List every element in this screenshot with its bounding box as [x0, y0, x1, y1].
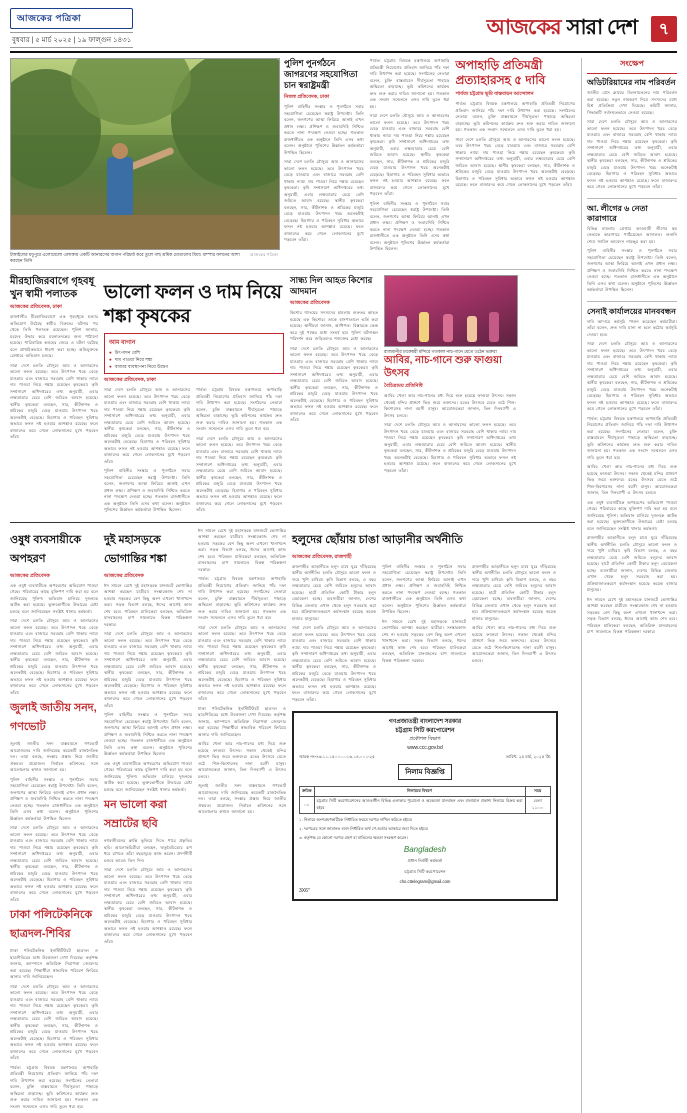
bottom-zone [10, 528, 575, 1113]
story-minister-demand-a [370, 58, 450, 264]
story-kishore [290, 275, 378, 517]
turmeric-col3: রাজশাহীর আড়ানীতে হলুদ চাষে ঘুরে দাঁড়িয়েছে স্থানীয় অর্থনীতি। চলতি মৌসুমে ভালো ফলন ও দামে খুশি চাষিরা। কৃষি বিভাগ বলছে, এ বছর লক্ষ্যমাত্রার চেয়ে বেশি জমিতে হলুদের আবাদ হয়েছে। হাটে প্রতিদিন কোটি টাকার হলুদ বেচাকেনা হচ্ছে। ব্যবসায়ীরা জানান, দেশের বিভিন্ন জেলায় এখান থেকে হলুদ সরবরাহ করা হয়। প্রক্রিয়াজাতকরণে কর্মসংস্থান হয়েছে কয়েক হাজার মানুষের। আবির খেলা আর নাচ-গানের মধ্য দিয়ে শুরু হয়েছে ফাগুয়া উৎসব। সকাল থেকেই মন্দির প্রাঙ্গণে ভিড় জমে ভক্তদের। রঙের উৎসবে মেতে ওঠে শিশু-কিশোরসহ নানা বয়সী মানুষ। আয়োজকেরা জানান, তিন দিনব্যাপী এ উৎসব চলবে। [472, 563, 556, 663]
tender-advertisement [292, 711, 558, 901]
ad-table-header-row [300, 787, 551, 797]
police-reform-headline: পুলিশ পুনর্গঠনে জাগরণের সহযোগিতা চান স্বরাষ্ট্রমন্ত্রী [284, 58, 358, 91]
holi-para2: সারা দেশে চলতি মৌসুমে আম ও আনারসের ভালো ফলন হয়েছে। তবে উৎপাদন খরচ বেড়ে যাওয়ায় এবং বাজারে সরবরাহ বেশি থাকায় ন্যায্য দাম পাওয়া নিয়ে শঙ্কায় রয়েছেন কৃষকেরা। কৃষি সম্প্রসারণ অধিদপ্তরের তথ্য অনুযায়ী, এবার লক্ষ্যমাত্রার চেয়ে বেশি জমিতে আবাদ হয়েছে। স্থানীয় কৃষকেরা বলছেন, সার, কীটনাশক ও শ্রমিকের মজুরি বেড়ে যাওয়ায় উৎপাদন খরচ অনেকটাই বেড়েছে। হিমাগার ও পরিবহন সুবিধার অভাবে ফসল নষ্ট হওয়ার আশঙ্কাও রয়েছে। ফলে বাজারদর কমে গেলে লোকসানের মুখে পড়বেন তাঁরা। [384, 422, 516, 473]
police-reform-para2: সারা দেশে চলতি মৌসুমে আম ও আনারসের ভালো ফলন হয়েছে। তবে উৎপাদন খরচ বেড়ে যাওয়ায় এবং বাজারে সরবরাহ বেশি থাকায় ন্যায্য দাম পাওয়া নিয়ে শঙ্কায় রয়েছেন কৃষকেরা। কৃষি সম্প্রসারণ অধিদপ্তরের তথ্য অনুযায়ী, এবার লক্ষ্যমাত্রার চেয়ে বেশি জমিতে আবাদ হয়েছে। স্থানীয় কৃষকেরা বলছেন, সার, কীটনাশক ও শ্রমিকের মজুরি বেড়ে যাওয়ায় উৎপাদন খরচ অনেকটাই বেড়েছে। হিমাগার ও পরিবহন সুবিধার অভাবে ফসল নষ্ট হওয়ার আশঙ্কাও রয়েছে। ফলে বাজারদর কমে গেলে লোকসানের মুখে পড়বেন তাঁরা। [284, 159, 364, 243]
middle-zone [10, 275, 575, 517]
bottom-col-1 [10, 528, 98, 1113]
divider-middle [10, 522, 575, 523]
factbox-item-1: দাম পাওয়া নিয়ে শঙ্কা [114, 356, 153, 362]
mirhazirbag-body [10, 314, 98, 441]
section-title [487, 11, 677, 46]
ad-cell-description: চট্টগ্রাম সিটি করপোরেশনের আওতাধীন বিভিন্ন এলাকার পুরোনো ও অকেজো যানবাহন এবং মালামাল প্রকাশ্য নিলামে বিক্রয় করা হইবে [314, 797, 525, 814]
turmeric-col2: পুলিশ বাহিনীর সংস্কার ও পুনর্গঠনে সবার সহযোগিতা চেয়েছেন স্বরাষ্ট্র উপদেষ্টা। তিনি বলেন, জনগণের আস্থা ফিরিয়ে আনাই এখন প্রধান লক্ষ্য। প্রশিক্ষণ ও জবাবদিহি নিশ্চিত করতে নানা পদক্ষেপ নেওয়া হচ্ছে। গতকাল রাজধানীতে এক অনুষ্ঠানে তিনি এসব কথা বলেন। অনুষ্ঠানে পুলিশের ঊর্ধ্বতন কর্মকর্তারা উপস্থিত ছিলেন। ঈদ সামনে রেখে দুই মহাসড়কে যানজটে ভোগান্তির আশঙ্কা করছেন যাত্রীরা। সংস্কারকাজ শেষ না হওয়ায় সড়কের বেশ কিছু অংশ এখনো খানাখন্দে ভরা। সড়ক বিভাগ বলছে, ঈদের আগেই কাজ শেষ হবে। পরিবহন মালিকেরা বলছেন, অতিরিক্ত যানবাহনের চাপ সামলাতে বিকল্প পরিকল্পনা দরকার। [382, 563, 466, 663]
ad-header-line2: চট্টগ্রাম সিটি করপোরেশন [395, 727, 455, 734]
police-reform-para: পুলিশ বাহিনীর সংস্কার ও পুনর্গঠনে সবার সহযোগিতা চেয়েছেন স্বরাষ্ট্র উপদেষ্টা। তিনি বলেন, জনগণের আস্থা ফিরিয়ে আনাই এখন প্রধান লক্ষ্য। প্রশিক্ষণ ও জবাবদিহি নিশ্চিত করতে নানা পদক্ষেপ নেওয়া হচ্ছে। গতকাল রাজধানীতে এক অনুষ্ঠানে তিনি এসব কথা বলেন। অনুষ্ঠানে পুলিশের ঊর্ধ্বতন কর্মকর্তারা উপস্থিত ছিলেন। [284, 104, 364, 155]
medicine-traders-body: এক ওষুধ ব্যবসায়ীকে অপহরণের অভিযোগ পাওয়া গেছে। পরিবারের কাছে মুক্তিপণ দাবি করা হয় বলে জানিয়েছে পুলিশ। অভিযান চালিয়ে দুজনকে আটক করা হয়েছে। ভুক্তভোগীকে উদ্ধারের চেষ্টা চলছে বলে জানিয়েছেন সংশ্লিষ্ট থানার কর্মকর্তা। সারা দেশে চলতি মৌসুমে আম ও আনারসের ভালো ফলন হয়েছে। তবে উৎপাদন খরচ বেড়ে যাওয়ায় এবং বাজারে সরবরাহ বেশি থাকায় ন্যায্য দাম পাওয়া নিয়ে শঙ্কায় রয়েছেন কৃষকেরা। কৃষি সম্প্রসারণ অধিদপ্তরের তথ্য অনুযায়ী, এবার লক্ষ্যমাত্রার চেয়ে বেশি জমিতে আবাদ হয়েছে। স্থানীয় কৃষকেরা বলছেন, সার, কীটনাশক ও শ্রমিকের মজুরি বেড়ে যাওয়ায় উৎপাদন খরচ অনেকটাই বেড়েছে। হিমাগার ও পরিবহন সুবিধার অভাবে ফসল নষ্ট হওয়ার আশঙ্কাও রয়েছে। ফলে বাজারদর কমে গেলে লোকসানের মুখে পড়বেন তাঁরা। [10, 582, 99, 695]
kishore-para: কিশোর গ্যাংয়ের সদস্যদের হামলায় গুরুতর আহত হয়েছে এক কিশোর। তাকে হাসপাতালে ভর্তি করা হয়েছে। স্থানীয়রা জানান, আধিপত্য বিস্তারকে কেন্দ্র করে দুই পক্ষের মধ্যে সংঘর্ষ হয়। পুলিশ ঘটনাস্থল পরিদর্শন করে জড়িতদের শনাক্তের চেষ্টা করছে। [290, 310, 378, 342]
kishore-byline: আজকের প্রতিবেদক [290, 300, 330, 307]
lead-photo-caption: টাঙ্গাইলের মধুপুরে এলোমেলো এলাকায় একটি আনারসের বাগান পরিচর্যা করে তুলে গাছ শ্রমিক মোতালেব মিয়া। বাম্পার ফলনের আশা করছেন তিনি [10, 252, 240, 264]
rail-item-title: সেনাই কার্যালয়ের মানববন্ধন [587, 306, 676, 316]
two-highways-byline: আজকের প্রতিবেদক [104, 572, 144, 579]
mirhazirbag-headline: মীরহাজিরবাগে গৃহবধূ খুন স্বামী পলাতক [10, 276, 95, 301]
police-reform-body [284, 104, 364, 244]
main-area [10, 58, 575, 1113]
page-number-badge: ৭ [651, 16, 677, 42]
terracotta-headline: মন ভালো করা সম্রাটের ছবি [104, 799, 167, 831]
divider-top [10, 269, 575, 270]
july-charter-body: জুলাই জাতীয় সনদ বাস্তবায়নে গণভোট আয়োজনের দাবি জানিয়েছে কয়েকটি রাজনৈতিক দল। তারা বলছে, সংস্কার প্রস্তাব নিয়ে জাতীয় ঐকমত্য প্রয়োজন। নির্বাচন কমিশনের সঙ্গে আলোচনার কথাও জানানো হয়। পুলিশ বাহিনীর সংস্কার ও পুনর্গঠনে সবার সহযোগিতা চেয়েছেন স্বরাষ্ট্র উপদেষ্টা। তিনি বলেন, জনগণের আস্থা ফিরিয়ে আনাই এখন প্রধান লক্ষ্য। প্রশিক্ষণ ও জবাবদিহি নিশ্চিত করতে নানা পদক্ষেপ নেওয়া হচ্ছে। গতকাল রাজধানীতে এক অনুষ্ঠানে তিনি এসব কথা বলেন। অনুষ্ঠানে পুলিশের ঊর্ধ্বতন কর্মকর্তারা উপস্থিত ছিলেন। সারা দেশে চলতি মৌসুমে আম ও আনারসের ভালো ফলন হয়েছে। তবে উৎপাদন খরচ বেড়ে যাওয়ায় এবং বাজারে সরবরাহ বেশি থাকায় ন্যায্য দাম পাওয়া নিয়ে শঙ্কায় রয়েছেন কৃষকেরা। কৃষি সম্প্রসারণ অধিদপ্তরের তথ্য অনুযায়ী, এবার লক্ষ্যমাত্রার চেয়ে বেশি জমিতে আবাদ হয়েছে। স্থানীয় কৃষকেরা বলছেন, সার, কীটনাশক ও শ্রমিকের মজুরি বেড়ে যাওয়ায় উৎপাদন খরচ অনেকটাই বেড়েছে। হিমাগার ও পরিবহন সুবিধার অভাবে ফসল নষ্ট হওয়ার আশঙ্কাও রয়েছে। ফলে বাজারদর কমে গেলে লোকসানের মুখে পড়বেন তাঁরা। [10, 741, 98, 902]
rail-heading: সংক্ষেপ [587, 58, 677, 74]
rail-divider [587, 301, 677, 302]
top-zone [10, 58, 575, 264]
ad-logo: Bangladesh [403, 845, 447, 855]
story-police-reform [284, 58, 364, 264]
dhaka-polytechnic-headline: ঢাকা পলিটেকনিকে ছাত্রদল-শিবির [10, 909, 93, 941]
rail-item-body: জাতীয় প্রেস ক্লাবের মিলনায়তনের নাম পরিবর্তন করা হয়েছে। নতুন নামকরণ নিয়ে সদস্যদের মধ্যে মিশ্র প্রতিক্রিয়া দেখা দিয়েছে। কমিটি জানায়, সিদ্ধান্তটি সর্বসম্মতভাবে নেওয়া হয়েছে। সারা দেশে চলতি মৌসুমে আম ও আনারসের ভালো ফলন হয়েছে। তবে উৎপাদন খরচ বেড়ে যাওয়ায় এবং বাজারে সরবরাহ বেশি থাকায় ন্যায্য দাম পাওয়া নিয়ে শঙ্কায় রয়েছেন কৃষকেরা। কৃষি সম্প্রসারণ অধিদপ্তরের তথ্য অনুযায়ী, এবার লক্ষ্যমাত্রার চেয়ে বেশি জমিতে আবাদ হয়েছে। স্থানীয় কৃষকেরা বলছেন, সার, কীটনাশক ও শ্রমিকের মজুরি বেড়ে যাওয়ায় উৎপাদন খরচ অনেকটাই বেড়েছে। হিমাগার ও পরিবহন সুবিধার অভাবে ফসল নষ্ট হওয়ার আশঙ্কাও রয়েছে। ফলে বাজারদর কমে গেলে লোকসানের মুখে পড়বেন তাঁরা। [587, 90, 677, 189]
rail-item-leaders-jail [587, 204, 677, 294]
lead-para-3: পার্বত্য চট্টগ্রাম বিষয়ক মন্ত্রণালয়ে অপাহাড়ি প্রতিমন্ত্রী নিয়োগের প্রতিবাদ জানিয়ে পাঁচ দফা দাবি উত্থাপন করা হয়েছে। সংগঠনের নেতারা বলেন, চুক্তি বাস্তবায়নে দীর্ঘসূত্রতা পাহাড়ে অস্থিরতা বাড়াচ্ছে। ভূমি কমিশনের কার্যক্রম দ্রুত শুরু করার দাবিও জানানো হয়। গতকাল এক সংবাদ সম্মেলনে এসব দাবি তুলে ধরা হয়। [196, 387, 282, 432]
holi-photo [384, 275, 518, 347]
ad-title: নিলাম বিজ্ঞপ্তি [398, 764, 452, 780]
terracotta-body: নগরজীবনের ক্লান্তি ভুলিয়ে দিতে পারে প্রকৃতির ছবি। আলোকচিত্রীরা বলছেন, ঋতুবৈচিত্র্যের রূপ ধরে রাখতে তাঁরা বছরজুড়ে কাজ করেন। প্রদর্শনীটি চলবে আরও তিন দিন। সারা দেশে চলতি মৌসুমে আম ও আনারসের ভালো ফলন হয়েছে। তবে উৎপাদন খরচ বেড়ে যাওয়ায় এবং বাজারে সরবরাহ বেশি থাকায় ন্যায্য দাম পাওয়া নিয়ে শঙ্কায় রয়েছেন কৃষকেরা। কৃষি সম্প্রসারণ অধিদপ্তরের তথ্য অনুযায়ী, এবার লক্ষ্যমাত্রার চেয়ে বেশি জমিতে আবাদ হয়েছে। স্থানীয় কৃষকেরা বলছেন, সার, কীটনাশক ও শ্রমিকের মজুরি বেড়ে যাওয়ায় উৎপাদন খরচ অনেকটাই বেড়েছে। হিমাগার ও পরিবহন সুবিধার অভাবে ফসল নষ্ট হওয়ার আশঙ্কাও রয়েছে। ফলে বাজারদর কমে গেলে লোকসানের মুখে পড়বেন তাঁরা। [104, 838, 192, 944]
story-mirhazirbag [10, 275, 98, 517]
minister-demand-para2: সারা দেশে চলতি মৌসুমে আম ও আনারসের ভালো ফলন হয়েছে। তবে উৎপাদন খরচ বেড়ে যাওয়ায় এবং বাজারে সরবরাহ বেশি থাকায় ন্যায্য দাম পাওয়া নিয়ে শঙ্কায় রয়েছেন কৃষকেরা। কৃষি সম্প্রসারণ অধিদপ্তরের তথ্য অনুযায়ী, এবার লক্ষ্যমাত্রার চেয়ে বেশি জমিতে আবাদ হয়েছে। স্থানীয় কৃষকেরা বলছেন, সার, কীটনাশক ও শ্রমিকের মজুরি বেড়ে যাওয়ায় উৎপাদন খরচ অনেকটাই বেড়েছে। হিমাগার ও পরিবহন সুবিধার অভাবে ফসল নষ্ট হওয়ার আশঙ্কাও রয়েছে। ফলে বাজারদর কমে গেলে লোকসানের মুখে পড়বেন তাঁরা। [455, 136, 576, 187]
two-highways-headline: দুই মহাসড়কে ভোগান্তির শঙ্কা [104, 533, 167, 565]
ad-note-1: ২. দরপত্রের সঙ্গে জামানত বাবদ নির্ধারিত অর্থ পে-অর্ডার আকারে জমা দিতে হইবে। [299, 826, 429, 832]
factbox-row [109, 350, 279, 357]
lead-byline: আজকের প্রতিবেদক, ঢাকা [104, 377, 156, 384]
lead-body-col1 [104, 387, 190, 517]
publication-date: বুধবার | ৫ মার্চ ২০২৫ | ১৯ ফাল্গুন ১৪৩১ [10, 32, 133, 48]
masthead [10, 8, 677, 53]
bullet-icon: ● [109, 363, 112, 369]
minister-demand-body [455, 101, 575, 189]
lead-para-1: সারা দেশে চলতি মৌসুমে আম ও আনারসের ভালো ফলন হয়েছে। তবে উৎপাদন খরচ বেড়ে যাওয়ায় এবং বাজারে সরবরাহ বেশি থাকায় ন্যায্য দাম পাওয়া নিয়ে শঙ্কায় রয়েছেন কৃষকেরা। কৃষি সম্প্রসারণ অধিদপ্তরের তথ্য অনুযায়ী, এবার লক্ষ্যমাত্রার চেয়ে বেশি জমিতে আবাদ হয়েছে। স্থানীয় কৃষকেরা বলছেন, সার, কীটনাশক ও শ্রমিকের মজুরি বেড়ে যাওয়ায় উৎপাদন খরচ অনেকটাই বেড়েছে। হিমাগার ও পরিবহন সুবিধার অভাবে ফসল নষ্ট হওয়ার আশঙ্কাও রয়েছে। ফলে বাজারদর কমে গেলে লোকসানের মুখে পড়বেন তাঁরা। [104, 387, 190, 464]
holi-headline: আবির, নাচ-গানে শুরু ফাগুয়া উৎসব [384, 355, 502, 379]
mirhazirbag-para: রাজধানীর মীরহাজিরবাগে এক গৃহবধূকে হত্যার অভিযোগ উঠেছে স্বামীর বিরুদ্ধে। ঘটনার পর থেকে তিনি পলাতক রয়েছেন। পুলিশ জানায়, মরদেহ উদ্ধার করে ময়নাতদন্তের জন্য পাঠানো হয়েছে। পারিবারিক কলহের জেরে এ ঘটনা ঘটেছে বলে প্রাথমিকভাবে ধারণা করা হচ্ছে। অভিযুক্তকে গ্রেপ্তারে অভিযান চলছে। [10, 314, 98, 359]
police-reform-byline: নিজস্ব প্রতিবেদক, ঢাকা [284, 94, 330, 101]
factbox-item-2: বাজার ব্যবস্থাপনা নিয়ে উদ্বেগ [114, 363, 169, 369]
factbox-title: আম বাগান [109, 339, 136, 346]
ad-signature-mail: cho.cttelegram@gmail.com [399, 878, 451, 884]
minister-demand-para: পার্বত্য চট্টগ্রাম বিষয়ক মন্ত্রণালয়ে অপাহাড়ি প্রতিমন্ত্রী নিয়োগের প্রতিবাদ জানিয়ে পাঁচ দফা দাবি উত্থাপন করা হয়েছে। সংগঠনের নেতারা বলেন, চুক্তি বাস্তবায়নে দীর্ঘসূত্রতা পাহাড়ে অস্থিরতা বাড়াচ্ছে। ভূমি কমিশনের কার্যক্রম দ্রুত শুরু করার দাবিও জানানো হয়। গতকাল এক সংবাদ সম্মেলনে এসব দাবি তুলে ধরা হয়। [455, 101, 576, 132]
factbox-row [109, 364, 279, 371]
minister-demand-body-a [370, 58, 450, 253]
ad-note-0: ১. নিলামে অংশগ্রহণকারীকে নির্ধারিত ফরমে দরপত্র দাখিল করিতে হইবে। [299, 817, 413, 823]
turmeric-byline: আজকের প্রতিবেদক, রাজশাহী [292, 553, 352, 560]
medicine-traders-headline: ওষুধ ব্যবসায়ীকে অপহরণ [10, 533, 82, 565]
bottom-col-3 [198, 528, 286, 1113]
brief-rail [581, 58, 677, 1113]
ad-date: তারিখ: ২৫ মার্চ, ২০২৫ খ্রি. [505, 754, 551, 760]
bottom-col-right [292, 528, 558, 1113]
publication-logo: আজকের পত্রিকা [10, 8, 133, 29]
story-minister-demand [455, 58, 575, 264]
bottom-col-2 [104, 528, 192, 1113]
minister-demand-headline: অপাহাড়ি প্রতিমন্ত্রী প্রত্যাহারসহ ৫ দাবি [455, 58, 546, 87]
rail-item-body: বিভিন্ন মামলায় গ্রেপ্তার আওয়ামী লীগের ছয় নেতাকে কারাগারে পাঠিয়েছেন আদালত। শুনানি শেষে জামিন আবেদন নামঞ্জুর করা হয়। পুলিশ বাহিনীর সংস্কার ও পুনর্গঠনে সবার সহযোগিতা চেয়েছেন স্বরাষ্ট্র উপদেষ্টা। তিনি বলেন, জনগণের আস্থা ফিরিয়ে আনাই এখন প্রধান লক্ষ্য। প্রশিক্ষণ ও জবাবদিহি নিশ্চিত করতে নানা পদক্ষেপ নেওয়া হচ্ছে। গতকাল রাজধানীতে এক অনুষ্ঠানে তিনি এসব কথা বলেন। অনুষ্ঠানে পুলিশের ঊর্ধ্বতন কর্মকর্তারা উপস্থিত ছিলেন। [587, 225, 677, 292]
ad-table [299, 786, 551, 814]
mirhazirbag-para2: সারা দেশে চলতি মৌসুমে আম ও আনারসের ভালো ফলন হয়েছে। তবে উৎপাদন খরচ বেড়ে যাওয়ায় এবং বাজারে সরবরাহ বেশি থাকায় ন্যায্য দাম পাওয়া নিয়ে শঙ্কায় রয়েছেন কৃষকেরা। কৃষি সম্প্রসারণ অধিদপ্তরের তথ্য অনুযায়ী, এবার লক্ষ্যমাত্রার চেয়ে বেশি জমিতে আবাদ হয়েছে। স্থানীয় কৃষকেরা বলছেন, সার, কীটনাশক ও শ্রমিকের মজুরি বেড়ে যাওয়ায় উৎপাদন খরচ অনেকটাই বেড়েছে। হিমাগার ও পরিবহন সুবিধার অভাবে ফসল নষ্ট হওয়ার আশঙ্কাও রয়েছে। ফলে বাজারদর কমে গেলে লোকসানের মুখে পড়বেন তাঁরা। [10, 362, 98, 440]
ad-cell-time: বেলা ১১:০০ [525, 797, 550, 814]
ad-col-description: নিলামের বিবরণ [314, 787, 525, 797]
lead-para-2: পুলিশ বাহিনীর সংস্কার ও পুনর্গঠনে সবার সহযোগিতা চেয়েছেন স্বরাষ্ট্র উপদেষ্টা। তিনি বলেন, জনগণের আস্থা ফিরিয়ে আনাই এখন প্রধান লক্ষ্য। প্রশিক্ষণ ও জবাবদিহি নিশ্চিত করতে নানা পদক্ষেপ নেওয়া হচ্ছে। গতকাল রাজধানীতে এক অনুষ্ঠানে তিনি এসব কথা বলেন। অনুষ্ঠানে পুলিশের ঊর্ধ্বতন কর্মকর্তারা উপস্থিত ছিলেন। [104, 468, 190, 513]
rail-item-auditorium [587, 78, 677, 191]
lead-para-4: সারা দেশে চলতি মৌসুমে আম ও আনারসের ভালো ফলন হয়েছে। তবে উৎপাদন খরচ বেড়ে যাওয়ায় এবং বাজারে সরবরাহ বেশি থাকায় ন্যায্য দাম পাওয়া নিয়ে শঙ্কায় রয়েছেন কৃষকেরা। কৃষি সম্প্রসারণ অধিদপ্তরের তথ্য অনুযায়ী, এবার লক্ষ্যমাত্রার চেয়ে বেশি জমিতে আবাদ হয়েছে। স্থানীয় কৃষকেরা বলছেন, সার, কীটনাশক ও শ্রমিকের মজুরি বেড়ে যাওয়ায় উৎপাদন খরচ অনেকটাই বেড়েছে। হিমাগার ও পরিবহন সুবিধার অভাবে ফসল নষ্ট হওয়ার আশঙ্কাও রয়েছে। ফলে বাজারদর কমে গেলে লোকসানের মুখে পড়বেন তাঁরা। [196, 435, 282, 513]
ad-header-line1: গণপ্রজাতন্ত্রী বাংলাদেশ সরকার [388, 719, 462, 726]
section-title-black: সারা দেশ [566, 15, 637, 39]
lead-headline: ভালো ফলন ও দাম নিয়ে শঙ্কা কৃষকের [104, 282, 282, 328]
ad-memo: স্মারক নং-৪৬.১১.১৫০০০.০১৬.১৪.০০১-২৫ [299, 754, 375, 760]
lead-photo-caption-row [10, 252, 278, 264]
factbox-item-0: উৎপাদন বেশি [114, 349, 141, 355]
rail-item-human-chain [587, 307, 677, 636]
holi-para: আবির খেলা আর নাচ-গানের মধ্য দিয়ে শুরু হয়েছে ফাগুয়া উৎসব। সকাল থেকেই মন্দির প্রাঙ্গণে ভিড় জমে ভক্তদের। রঙের উৎসবে মেতে ওঠে শিশু-কিশোরসহ নানা বয়সী মানুষ। আয়োজকেরা জানান, তিন দিনব্যাপী এ উৎসব চলবে। [384, 393, 516, 418]
factbox-row [109, 357, 279, 364]
holi-body [384, 393, 516, 474]
bullet-icon: ● [109, 349, 112, 355]
ad-cell-serial: ০১ [300, 797, 315, 814]
turmeric-headline: হলুদের ছোঁয়ায় চাঙা আড়ানীর অর্থনীতি [292, 533, 463, 546]
ad-signature-name: প্রধান নির্বাহী কর্মকর্তা [407, 858, 443, 864]
lead-photo [10, 58, 280, 250]
minister-demand-para-a3: পুলিশ বাহিনীর সংস্কার ও পুনর্গঠনে সবার সহযোগিতা চেয়েছেন স্বরাষ্ট্র উপদেষ্টা। তিনি বলেন, জনগণের আস্থা ফিরিয়ে আনাই এখন প্রধান লক্ষ্য। প্রশিক্ষণ ও জবাবদিহি নিশ্চিত করতে নানা পদক্ষেপ নেওয়া হচ্ছে। গতকাল রাজধানীতে এক অনুষ্ঠানে তিনি এসব কথা বলেন। অনুষ্ঠানে পুলিশের ঊর্ধ্বতন কর্মকর্তারা উপস্থিত ছিলেন। [369, 200, 450, 251]
bullet-icon: ● [109, 356, 112, 362]
lead-factbox [104, 333, 284, 375]
bottom-col-3-body: ঈদ সামনে রেখে দুই মহাসড়কে যানজটে ভোগান্তির আশঙ্কা করছেন যাত্রীরা। সংস্কারকাজ শেষ না হওয়ায় সড়কের বেশ কিছু অংশ এখনো খানাখন্দে ভরা। সড়ক বিভাগ বলছে, ঈদের আগেই কাজ শেষ হবে। পরিবহন মালিকেরা বলছেন, অতিরিক্ত যানবাহনের চাপ সামলাতে বিকল্প পরিকল্পনা দরকার। পার্বত্য চট্টগ্রাম বিষয়ক মন্ত্রণালয়ে অপাহাড়ি প্রতিমন্ত্রী নিয়োগের প্রতিবাদ জানিয়ে পাঁচ দফা দাবি উত্থাপন করা হয়েছে। সংগঠনের নেতারা বলেন, চুক্তি বাস্তবায়নে দীর্ঘসূত্রতা পাহাড়ে অস্থিরতা বাড়াচ্ছে। ভূমি কমিশনের কার্যক্রম দ্রুত শুরু করার দাবিও জানানো হয়। গতকাল এক সংবাদ সম্মেলনে এসব দাবি তুলে ধরা হয়। সারা দেশে চলতি মৌসুমে আম ও আনারসের ভালো ফলন হয়েছে। তবে উৎপাদন খরচ বেড়ে যাওয়ায় এবং বাজারে সরবরাহ বেশি থাকায় ন্যায্য দাম পাওয়া নিয়ে শঙ্কায় রয়েছেন কৃষকেরা। কৃষি সম্প্রসারণ অধিদপ্তরের তথ্য অনুযায়ী, এবার লক্ষ্যমাত্রার চেয়ে বেশি জমিতে আবাদ হয়েছে। স্থানীয় কৃষকেরা বলছেন, সার, কীটনাশক ও শ্রমিকের মজুরি বেড়ে যাওয়ায় উৎপাদন খরচ অনেকটাই বেড়েছে। হিমাগার ও পরিবহন সুবিধার অভাবে ফসল নষ্ট হওয়ার আশঙ্কাও রয়েছে। ফলে বাজারদর কমে গেলে লোকসানের মুখে পড়বেন তাঁরা। ঢাকা পলিটেকনিক ইনস্টিটিউটে ছাত্রদল ও ছাত্রশিবিরের মধ্যে উত্তেজনা দেখা দিয়েছে। কর্তৃপক্ষ জানায়, ক্যাম্পাসে অতিরিক্ত নিরাপত্তা জোরদার করা হয়েছে। শিক্ষার্থীরা স্বাভাবিক পরিবেশ ফিরিয়ে আনার দাবি জানিয়েছেন। আবির খেলা আর নাচ-গানের মধ্য দিয়ে শুরু হয়েছে ফাগুয়া উৎসব। সকাল থেকেই মন্দির প্রাঙ্গণে ভিড় জমে ভক্তদের। রঙের উৎসবে মেতে ওঠে শিশু-কিশোরসহ নানা বয়সী মানুষ। আয়োজকেরা জানান, তিন দিনব্যাপী এ উৎসব চলবে। জুলাই জাতীয় সনদ বাস্তবায়নে গণভোট আয়োজনের দাবি জানিয়েছে কয়েকটি রাজনৈতিক দল। তারা বলছে, সংস্কার প্রস্তাব নিয়ে জাতীয় ঐকমত্য প্রয়োজন। নির্বাচন কমিশনের সঙ্গে আলোচনার কথাও জানানো হয়। [198, 527, 286, 815]
minister-demand-byline: পার্বত্য চট্টগ্রাম ভূমি বাস্তবায়ন আন্দোলন [455, 91, 534, 97]
ad-website: www.ccc.gov.bd [407, 745, 443, 752]
holi-byline: বৈচিত্র্যময় প্রতিনিধি [384, 383, 423, 390]
holi-photo-caption: রাজধানীর ঢাকেশ্বরী মন্দিরে গতকাল নাচ-গানে মেতে ওঠেন ভক্তরা [384, 349, 497, 355]
rail-item-title: অডিটরিয়ামের নাম পরিবর্তন [587, 78, 676, 87]
rail-item-body: দাবি আদায়ে কর্মসূচি পালন করেছেন কর্মচারীরা। তাঁরা বলেন, দ্রুত দাবি মানা না হলে কঠোর কর্মসূচি দেওয়া হবে। সারা দেশে চলতি মৌসুমে আম ও আনারসের ভালো ফলন হয়েছে। তবে উৎপাদন খরচ বেড়ে যাওয়ায় এবং বাজারে সরবরাহ বেশি থাকায় ন্যায্য দাম পাওয়া নিয়ে শঙ্কায় রয়েছেন কৃষকেরা। কৃষি সম্প্রসারণ অধিদপ্তরের তথ্য অনুযায়ী, এবার লক্ষ্যমাত্রার চেয়ে বেশি জমিতে আবাদ হয়েছে। স্থানীয় কৃষকেরা বলছেন, সার, কীটনাশক ও শ্রমিকের মজুরি বেড়ে যাওয়ায় উৎপাদন খরচ অনেকটাই বেড়েছে। হিমাগার ও পরিবহন সুবিধার অভাবে ফসল নষ্ট হওয়ার আশঙ্কাও রয়েছে। ফলে বাজারদর কমে গেলে লোকসানের মুখে পড়বেন তাঁরা। পার্বত্য চট্টগ্রাম বিষয়ক মন্ত্রণালয়ে অপাহাড়ি প্রতিমন্ত্রী নিয়োগের প্রতিবাদ জানিয়ে পাঁচ দফা দাবি উত্থাপন করা হয়েছে। সংগঠনের নেতারা বলেন, চুক্তি বাস্তবায়নে দীর্ঘসূত্রতা পাহাড়ে অস্থিরতা বাড়াচ্ছে। ভূমি কমিশনের কার্যক্রম দ্রুত শুরু করার দাবিও জানানো হয়। গতকাল এক সংবাদ সম্মেলনে এসব দাবি তুলে ধরা হয়। আবির খেলা আর নাচ-গানের মধ্য দিয়ে শুরু হয়েছে ফাগুয়া উৎসব। সকাল থেকেই মন্দির প্রাঙ্গণে ভিড় জমে ভক্তদের। রঙের উৎসবে মেতে ওঠে শিশু-কিশোরসহ নানা বয়সী মানুষ। আয়োজকেরা জানান, তিন দিনব্যাপী এ উৎসব চলবে। এক ওষুধ ব্যবসায়ীকে অপহরণের অভিযোগ পাওয়া গেছে। পরিবারের কাছে মুক্তিপণ দাবি করা হয় বলে জানিয়েছে পুলিশ। অভিযান চালিয়ে দুজনকে আটক করা হয়েছে। ভুক্তভোগীকে উদ্ধারের চেষ্টা চলছে বলে জানিয়েছেন সংশ্লিষ্ট থানার কর্মকর্তা। রাজশাহীর আড়ানীতে হলুদ চাষে ঘুরে দাঁড়িয়েছে স্থানীয় অর্থনীতি। চলতি মৌসুমে ভালো ফলন ও দামে খুশি চাষিরা। কৃষি বিভাগ বলছে, এ বছর লক্ষ্যমাত্রার চেয়ে বেশি জমিতে হলুদের আবাদ হয়েছে। হাটে প্রতিদিন কোটি টাকার হলুদ বেচাকেনা হচ্ছে। ব্যবসায়ীরা জানান, দেশের বিভিন্ন জেলায় এখান থেকে হলুদ সরবরাহ করা হয়। প্রক্রিয়াজাতকরণে কর্মসংস্থান হয়েছে কয়েক হাজার মানুষের। ঈদ সামনে রেখে দুই মহাসড়কে যানজটে ভোগান্তির আশঙ্কা করছেন যাত্রীরা। সংস্কারকাজ শেষ না হওয়ায় সড়কের বেশ কিছু অংশ এখনো খানাখন্দে ভরা। সড়ক বিভাগ বলছে, ঈদের আগেই কাজ শেষ হবে। পরিবহন মালিকেরা বলছেন, অতিরিক্ত যানবাহনের চাপ সামলাতে বিকল্প পরিকল্পনা দরকার। [587, 318, 677, 634]
story-holi [384, 275, 516, 517]
minister-demand-para-a: পার্বত্য চট্টগ্রাম বিষয়ক মন্ত্রণালয়ে অপাহাড়ি প্রতিমন্ত্রী নিয়োগের প্রতিবাদ জানিয়ে পাঁচ দফা দাবি উত্থাপন করা হয়েছে। সংগঠনের নেতারা বলেন, চুক্তি বাস্তবায়নে দীর্ঘসূত্রতা পাহাড়ে অস্থিরতা বাড়াচ্ছে। ভূমি কমিশনের কার্যক্রম দ্রুত শুরু করার দাবিও জানানো হয়। গতকাল এক সংবাদ সম্মেলনে এসব দাবি তুলে ধরা হয়। [369, 58, 450, 109]
ad-header-line3: প্রকৌশল বিভাগ [409, 736, 441, 743]
rail-divider [587, 198, 677, 199]
dhaka-polytechnic-body: ঢাকা পলিটেকনিক ইনস্টিটিউটে ছাত্রদল ও ছাত্রশিবিরের মধ্যে উত্তেজনা দেখা দিয়েছে। কর্তৃপক্ষ জানায়, ক্যাম্পাসে অতিরিক্ত নিরাপত্তা জোরদার করা হয়েছে। শিক্ষার্থীরা স্বাভাবিক পরিবেশ ফিরিয়ে আনার দাবি জানিয়েছেন। সারা দেশে চলতি মৌসুমে আম ও আনারসের ভালো ফলন হয়েছে। তবে উৎপাদন খরচ বেড়ে যাওয়ায় এবং বাজারে সরবরাহ বেশি থাকায় ন্যায্য দাম পাওয়া নিয়ে শঙ্কায় রয়েছেন কৃষকেরা। কৃষি সম্প্রসারণ অধিদপ্তরের তথ্য অনুযায়ী, এবার লক্ষ্যমাত্রার চেয়ে বেশি জমিতে আবাদ হয়েছে। স্থানীয় কৃষকেরা বলছেন, সার, কীটনাশক ও শ্রমিকের মজুরি বেড়ে যাওয়ায় উৎপাদন খরচ অনেকটাই বেড়েছে। হিমাগার ও পরিবহন সুবিধার অভাবে ফসল নষ্ট হওয়ার আশঙ্কাও রয়েছে। ফলে বাজারদর কমে গেলে লোকসানের মুখে পড়বেন তাঁরা। পার্বত্য চট্টগ্রাম বিষয়ক মন্ত্রণালয়ে অপাহাড়ি প্রতিমন্ত্রী নিয়োগের প্রতিবাদ জানিয়ে পাঁচ দফা দাবি উত্থাপন করা হয়েছে। সংগঠনের নেতারা বলেন, চুক্তি বাস্তবায়নে দীর্ঘসূত্রতা পাহাড়ে অস্থিরতা বাড়াচ্ছে। ভূমি কমিশনের কার্যক্রম দ্রুত শুরু করার দাবিও জানানো হয়। গতকাল এক সংবাদ সম্মেলনে এসব দাবি তুলে ধরা হয়। [10, 948, 98, 1109]
kishore-para2: সারা দেশে চলতি মৌসুমে আম ও আনারসের ভালো ফলন হয়েছে। তবে উৎপাদন খরচ বেড়ে যাওয়ায় এবং বাজারে সরবরাহ বেশি থাকায় ন্যায্য দাম পাওয়া নিয়ে শঙ্কায় রয়েছেন কৃষকেরা। কৃষি সম্প্রসারণ অধিদপ্তরের তথ্য অনুযায়ী, এবার লক্ষ্যমাত্রার চেয়ে বেশি জমিতে আবাদ হয়েছে। স্থানীয় কৃষকেরা বলছেন, সার, কীটনাশক ও শ্রমিকের মজুরি বেড়ে যাওয়ায় উৎপাদন খরচ অনেকটাই বেড়েছে। হিমাগার ও পরিবহন সুবিধার অভাবে ফসল নষ্ট হওয়ার আশঙ্কাও রয়েছে। ফলে বাজারদর কমে গেলে লোকসানের মুখে পড়বেন তাঁরা। [290, 345, 378, 423]
turmeric-col1: রাজশাহীর আড়ানীতে হলুদ চাষে ঘুরে দাঁড়িয়েছে স্থানীয় অর্থনীতি। চলতি মৌসুমে ভালো ফলন ও দামে খুশি চাষিরা। কৃষি বিভাগ বলছে, এ বছর লক্ষ্যমাত্রার চেয়ে বেশি জমিতে হলুদের আবাদ হয়েছে। হাটে প্রতিদিন কোটি টাকার হলুদ বেচাকেনা হচ্ছে। ব্যবসায়ীরা জানান, দেশের বিভিন্ন জেলায় এখান থেকে হলুদ সরবরাহ করা হয়। প্রক্রিয়াজাতকরণে কর্মসংস্থান হয়েছে কয়েক হাজার মানুষের। সারা দেশে চলতি মৌসুমে আম ও আনারসের ভালো ফলন হয়েছে। তবে উৎপাদন খরচ বেড়ে যাওয়ায় এবং বাজারে সরবরাহ বেশি থাকায় ন্যায্য দাম পাওয়া নিয়ে শঙ্কায় রয়েছেন কৃষকেরা। কৃষি সম্প্রসারণ অধিদপ্তরের তথ্য অনুযায়ী, এবার লক্ষ্যমাত্রার চেয়ে বেশি জমিতে আবাদ হয়েছে। স্থানীয় কৃষকেরা বলছেন, সার, কীটনাশক ও শ্রমিকের মজুরি বেড়ে যাওয়ায় উৎপাদন খরচ অনেকটাই বেড়েছে। হিমাগার ও পরিবহন সুবিধার অভাবে ফসল নষ্ট হওয়ার আশঙ্কাও রয়েছে। ফলে বাজারদর কমে গেলে লোকসানের মুখে পড়বেন তাঁরা। [292, 563, 376, 702]
ad-col-time: সময় [525, 787, 550, 797]
ad-signature-org: চট্টগ্রাম সিটি করপোরেশন [404, 868, 446, 874]
july-charter-headline: জুলাই জাতীয় সনদ, গণভোট [10, 702, 97, 734]
two-highways-body: ঈদ সামনে রেখে দুই মহাসড়কে যানজটে ভোগান্তির আশঙ্কা করছেন যাত্রীরা। সংস্কারকাজ শেষ না হওয়ায় সড়কের বেশ কিছু অংশ এখনো খানাখন্দে ভরা। সড়ক বিভাগ বলছে, ঈদের আগেই কাজ শেষ হবে। পরিবহন মালিকেরা বলছেন, অতিরিক্ত যানবাহনের চাপ সামলাতে বিকল্প পরিকল্পনা দরকার। সারা দেশে চলতি মৌসুমে আম ও আনারসের ভালো ফলন হয়েছে। তবে উৎপাদন খরচ বেড়ে যাওয়ায় এবং বাজারে সরবরাহ বেশি থাকায় ন্যায্য দাম পাওয়া নিয়ে শঙ্কায় রয়েছেন কৃষকেরা। কৃষি সম্প্রসারণ অধিদপ্তরের তথ্য অনুযায়ী, এবার লক্ষ্যমাত্রার চেয়ে বেশি জমিতে আবাদ হয়েছে। স্থানীয় কৃষকেরা বলছেন, সার, কীটনাশক ও শ্রমিকের মজুরি বেড়ে যাওয়ায় উৎপাদন খরচ অনেকটাই বেড়েছে। হিমাগার ও পরিবহন সুবিধার অভাবে ফসল নষ্ট হওয়ার আশঙ্কাও রয়েছে। ফলে বাজারদর কমে গেলে লোকসানের মুখে পড়বেন তাঁরা। পুলিশ বাহিনীর সংস্কার ও পুনর্গঠনে সবার সহযোগিতা চেয়েছেন স্বরাষ্ট্র উপদেষ্টা। তিনি বলেন, জনগণের আস্থা ফিরিয়ে আনাই এখন প্রধান লক্ষ্য। প্রশিক্ষণ ও জবাবদিহি নিশ্চিত করতে নানা পদক্ষেপ নেওয়া হচ্ছে। গতকাল রাজধানীতে এক অনুষ্ঠানে তিনি এসব কথা বলেন। অনুষ্ঠানে পুলিশের ঊর্ধ্বতন কর্মকর্তারা উপস্থিত ছিলেন। এক ওষুধ ব্যবসায়ীকে অপহরণের অভিযোগ পাওয়া গেছে। পরিবারের কাছে মুক্তিপণ দাবি করা হয় বলে জানিয়েছে পুলিশ। অভিযান চালিয়ে দুজনকে আটক করা হয়েছে। ভুক্তভোগীকে উদ্ধারের চেষ্টা চলছে বলে জানিয়েছেন সংশ্লিষ্ট থানার কর্মকর্তা। [104, 582, 193, 792]
kishore-body [290, 310, 378, 424]
ad-size-note: 3X6" [299, 888, 310, 895]
ad-table-row [300, 797, 551, 814]
rail-item-title: আ. লীগের ৬ নেতা কারাগারে [587, 203, 648, 223]
mirhazirbag-byline: আজকের প্রতিবেদক, ঢাকা [10, 304, 62, 311]
kishore-headline: সান্ধ্য দিল আহত কিশোর আদমান [290, 275, 373, 297]
lead-story-block [104, 275, 284, 517]
section-title-red: আজকের [486, 15, 561, 39]
ad-note-2: ৩. কর্তৃপক্ষ যে কোনো দরপত্র গ্রহণ বা বাতিলের ক্ষমতা সংরক্ষণ করেন। [299, 835, 408, 841]
lead-photo-credit: আজকের পত্রিকা [250, 252, 278, 257]
lead-photo-block [10, 58, 278, 264]
minister-demand-para-a2: সারা দেশে চলতি মৌসুমে আম ও আনারসের ভালো ফলন হয়েছে। তবে উৎপাদন খরচ বেড়ে যাওয়ায় এবং বাজারে সরবরাহ বেশি থাকায় ন্যায্য দাম পাওয়া নিয়ে শঙ্কায় রয়েছেন কৃষকেরা। কৃষি সম্প্রসারণ অধিদপ্তরের তথ্য অনুযায়ী, এবার লক্ষ্যমাত্রার চেয়ে বেশি জমিতে আবাদ হয়েছে। স্থানীয় কৃষকেরা বলছেন, সার, কীটনাশক ও শ্রমিকের মজুরি বেড়ে যাওয়ায় উৎপাদন খরচ অনেকটাই বেড়েছে। হিমাগার ও পরিবহন সুবিধার অভাবে ফসল নষ্ট হওয়ার আশঙ্কাও রয়েছে। ফলে বাজারদর কমে গেলে লোকসানের মুখে পড়বেন তাঁরা। [369, 113, 450, 196]
ad-col-serial: ক্রমিক [300, 787, 315, 797]
masthead-left [10, 8, 133, 48]
medicine-traders-byline: আজকের প্রতিবেদক [10, 572, 50, 579]
lead-body-col2 [196, 387, 282, 517]
page-body [10, 58, 677, 1113]
